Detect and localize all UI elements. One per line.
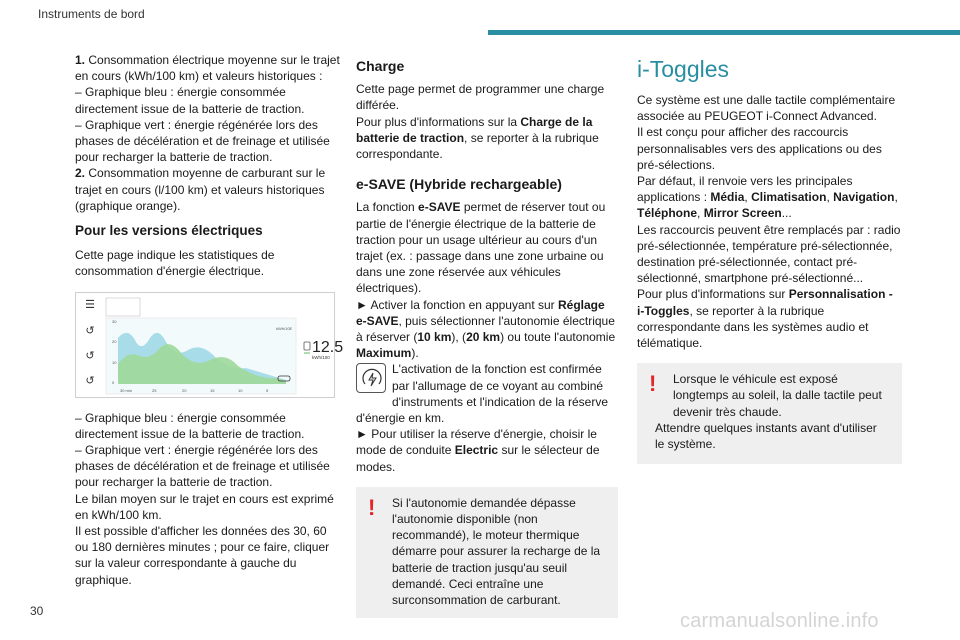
graph-tab (106, 298, 140, 316)
heading-esave: e-SAVE (Hybride rechargeable) (356, 176, 562, 193)
esave-indicator-paragraph (356, 361, 618, 426)
text-run: sur le sélecteur de modes. (356, 443, 600, 474)
item-number-1: 1. (75, 53, 86, 67)
column-3 (637, 52, 902, 464)
esave-paragraph-3 (356, 426, 618, 475)
page-number: 30 (30, 604, 44, 618)
watermark: carmanualsonline.info (680, 610, 879, 632)
text-run: ). (411, 346, 419, 361)
x-tick: 25 (152, 387, 157, 393)
x-tick: 10 (238, 387, 243, 393)
esave-paragraph-1 (356, 199, 618, 296)
text-run: La fonction (356, 200, 419, 215)
paragraph-2-text: Consommation moyenne de carburant sur le trajet en cours (l/100 km) et valeurs historiques (graphique orange). (75, 166, 326, 213)
text-run: , (894, 190, 898, 205)
text-run: , puis sélectionner l'autonomie électrique à réserver ( (356, 313, 615, 345)
refresh-60-icon: ↺ (85, 349, 95, 362)
text-run-bold: 20 km (466, 330, 501, 345)
refresh-180-icon: ↺ (85, 374, 95, 387)
text-run-bold: Téléphone (637, 206, 698, 221)
text-run: ► Activer la fonction en appuyant sur (356, 297, 558, 312)
text-run: , se reporter à la rubrique correspondante. (356, 130, 599, 162)
text-run-bold: Navigation (833, 190, 895, 205)
text-run-bold: 10 km (417, 330, 452, 345)
consumption-value: 12.5 (312, 338, 344, 356)
itoggles-paragraph-5 (637, 286, 902, 351)
text-run: , (697, 206, 704, 221)
y-tick: 0 (112, 379, 115, 385)
paragraph-4: Il est possible d'afficher les données des 30, 60 ou 180 dernières minutes ; pour ce faire, cliquer sur la valeur correspondante à gauche du graphique. (75, 524, 330, 587)
intro-paragraph: Cette page indique les statistiques de consommation d'énergie électrique. (75, 248, 275, 279)
x-tick: 5 (266, 387, 269, 393)
text-run: ), ( (451, 330, 467, 345)
heading-itoggles: i-Toggles (637, 56, 730, 82)
text-run: Pour plus d'informations sur (637, 287, 789, 302)
text-run-bold: Maximum (356, 346, 412, 361)
y-tick: 20 (112, 338, 117, 344)
x-tick: 15 (210, 387, 215, 393)
warning-text-2: Attendre quelques instants avant d'utiliser le système. (655, 420, 877, 452)
x-tick: 30 min (120, 387, 133, 393)
list-item: – Graphique vert : énergie régénérée lors des phases de décélération et de freinage et utilisée pour recharger la batterie de traction. (75, 117, 330, 165)
fuel-pump-icon (304, 342, 310, 353)
paragraph-3: Le bilan moyen sur le trajet en cours est exprimé en kWh/100 km. (75, 491, 334, 522)
text-run: , se reporter à la rubrique correspondante dans les systèmes audio et télématique. (637, 303, 869, 351)
itoggles-paragraph-1: Ce système est une dalle tactile complémentaire associée au PEUGEOT i-Connect Advanced. (637, 93, 896, 124)
text-run: ► Pour utiliser la réserve d'énergie, choisir le mode de conduite (356, 427, 597, 458)
text-run: ... (781, 206, 792, 221)
charge-paragraph-2 (356, 114, 618, 163)
text-run: , (826, 190, 834, 205)
page-header (38, 0, 960, 30)
list-item: – Graphique bleu : énergie consommée directement issue de la batterie de traction. (75, 85, 305, 116)
itoggles-paragraph-4: Les raccourcis peuvent être remplacés par : radio pré-sélectionnée, température pré-sélectionnée, destination pré-sélectionnée, contact pré-sélectionné, smartphone pré-sélectionné... (637, 222, 901, 286)
x-tick: 20 (182, 387, 187, 393)
text-run: Par défaut, il renvoie vers les principales applications : (637, 174, 853, 205)
esave-indicator-text: L'activation de la fonction est confirmée par l'allumage de ce voyant au combiné d'instruments et l'indication de la réserve d'énergie en km. (356, 362, 609, 426)
text-run-bold: Réglage e-SAVE (356, 297, 605, 328)
warning-text-1: Lorsque le véhicule est exposé longtemps au soleil, la dalle tactile peut devenir très chaude. (673, 372, 882, 419)
charge-paragraph-1: Cette page permet de programmer une charge différée. (356, 82, 605, 113)
text-run-bold: Mirror Screen (703, 206, 782, 221)
list-item: – Graphique bleu : énergie consommée directement issue de la batterie de traction. (75, 410, 305, 441)
text-run: ) ou toute l'autonomie (500, 330, 616, 345)
heading-electric-versions: Pour les versions électriques (75, 223, 263, 239)
warning-icon: ! (649, 371, 657, 397)
menu-icon: ☰ (85, 298, 95, 311)
graph-unit-label: kWh/10E (276, 325, 293, 331)
text-run-bold: Personnalisation - i-Toggles (637, 287, 893, 318)
text-run: Pour plus d'informations sur la (356, 114, 521, 129)
warning-text: Si l'autonomie demandée dépasse l'autonomie disponible (non recommandé), le moteur thermique démarre pour assurer la recharge de la batterie de traction jusqu'au seuil demandé. Ceci entraîne une surconsommation de carburant. (392, 495, 601, 608)
consumption-unit: kWh/100 (312, 354, 330, 360)
warning-icon: ! (368, 494, 376, 520)
paragraph-1-text: Consommation électrique moyenne sur le trajet en cours (kWh/100 km) et valeurs historiques : (75, 53, 340, 84)
consumption-graph (106, 298, 344, 394)
text-run: , (744, 190, 752, 205)
esave-paragraph-2 (356, 297, 618, 362)
paragraph-1 (75, 52, 340, 84)
text-run-bold: Electric (454, 443, 499, 458)
consumption-screen-illustration (75, 292, 344, 398)
column-1 (75, 52, 344, 588)
heading-charge: Charge (356, 58, 405, 74)
y-tick: 30 (112, 318, 117, 324)
text-run-bold: e-SAVE (418, 200, 461, 215)
section-title: Instruments de bord (38, 7, 145, 21)
column-2 (356, 52, 618, 618)
text-run-bold: Climatisation (751, 190, 827, 205)
list-item: – Graphique vert : énergie régénérée lors des phases de décélération et de freinage et utilisée pour recharger la batterie de traction. (75, 443, 330, 490)
itoggles-paragraph-2: Il est conçu pour afficher des raccourcis personnalisables vers des applications ou des pré-sélections. (637, 125, 882, 172)
y-tick: 10 (112, 359, 117, 365)
paragraph-2 (75, 165, 340, 214)
item-number-2: 2. (75, 166, 86, 181)
header-accent-bar (488, 30, 960, 35)
esave-indicator-icon (356, 363, 386, 393)
text-run-bold: Charge de la batterie de traction (356, 114, 593, 145)
warning-box (637, 363, 902, 464)
screen-toolbar (76, 293, 102, 399)
itoggles-paragraph-3 (637, 173, 902, 222)
refresh-30-icon: ↺ (85, 324, 95, 337)
text-run-bold: Média (710, 190, 745, 205)
warning-box (356, 487, 618, 618)
text-run: permet de réserver tout ou partie de l'énergie électrique de la batterie de traction pour un usage ultérieur au cours d'un trajet (ex. : passage dans une zone urbaine ou dans une zone réservée aux véhicules électriques). (356, 200, 606, 296)
